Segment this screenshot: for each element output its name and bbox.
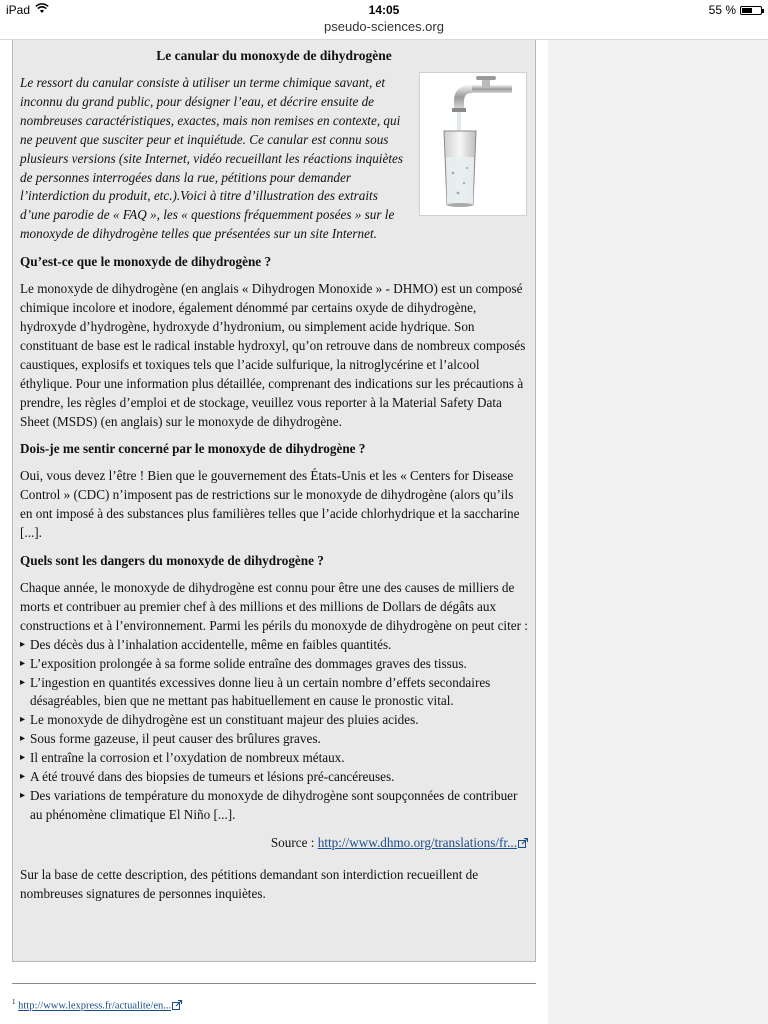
external-link-icon [172,1000,182,1013]
status-right [709,3,762,17]
section-heading-dangers: Quels sont les dangers du monoxyde de dihydrogène ? [20,553,324,569]
list-item: ▸ L’ingestion en quantités excessives donne lieu à un certain nombre d’effets secondaires désagréables, bien que ne mettant pas habituellement en cause le pronostic vital. [20,674,528,712]
conclusion-text: Sur la base de cette description, des pétitions demandant son interdiction recueillent de nombreuses signatures de personnes inquiètes. [20,866,479,901]
clock: 14:05 [368,3,400,17]
dangers-list [20,636,528,825]
footnote-link[interactable]: http://www.lexpress.fr/actualite/en... [18,1000,172,1012]
article-intro [20,74,528,244]
source-line [20,835,528,852]
footnote-number: 1 [12,998,16,1006]
list-item: ▸ Sous forme gazeuse, il peut causer des brûlures graves. [20,730,528,749]
footnote-divider [12,983,536,984]
source-label: Source : [270,834,315,850]
status-bar [0,0,768,20]
faucet-glass-image [419,72,527,216]
battery-fill [742,8,752,13]
section-text-dangers: Chaque année, le monoxyde de dihydrogène est connu pour être une des causes de milliers de morts et contribuer au premier chef à des millions et des millions de Dollars de dégâts aux constructions et à l’environnement. Parmi les périls du monoxyde de dihydrogène on peut citer : [20,580,528,633]
source-link[interactable]: http://www.dhmo.org/translations/fr... [317,834,517,850]
section-heading-concerned: Dois-je me sentir concerné par le monoxyde de dihydrogène ? [20,441,366,457]
list-item: ▸ A été trouvé dans des biopsies de tumeurs et lésions pré-cancéreuses. [20,768,528,787]
address-domain[interactable]: pseudo-sciences.org [324,19,444,34]
intro-text: Le ressort du canular consiste à utiliser un terme chimique savant, et inconnu du grand public, pour désigner l’eau, et décrire ensuite de nombreuses caractéristiques, exactes, mais non remises en contexte, qui ne peuvent que susciter peur et inquiétude. Ce canular est connu sous plusieurs versions (site Internet, vidéo recueillant les réactions inquiètes de personnes interrogées dans la rue, pétitions pour demander l’interdiction du produit, etc.).Voici à titre d’illustration des extraits d’une parodie de « FAQ », les « questions fréquemment posées » sur le monoxyde de dihydrogène telles que présentées sur un site Internet. [20,75,403,242]
battery-percent: 55 % [708,3,736,17]
address-bar[interactable] [0,18,768,38]
article-box [12,40,536,962]
section-heading-what: Qu’est-ce que le monoxyde de dihydrogène ? [20,254,272,270]
list-item: ▸ Le monoxyde de dihydrogène est un constituant majeur des pluies acides. [20,711,528,730]
list-item: ▸ L’exposition prolongée à sa forme solide entraîne des dommages graves des tissus. [20,655,528,674]
list-item: ▸ Des décès dus à l’inhalation accidentelle, même en faibles quantités. [20,636,528,655]
article-title: Le canular du monoxyde de dihydrogène [156,48,392,63]
footnote [12,998,182,1013]
list-item: ▸ Des variations de température du monoxyde de dihydrogène sont soupçonnées de contribuer au phénomène climatique El Niño [...]. [20,787,528,825]
device-label: iPad [6,3,31,17]
section-text-concerned: Oui, vous devez l’être ! Bien que le gouvernement des États-Unis et les « Centers for Disease Control » (CDC) n’imposent pas de restrictions sur le monoxyde de dihydrogène (alors qu’ils en ont imposé à des substances plus familières telles que l’acide chlorhydrique et la saccharine [...]. [20,468,520,541]
external-link-icon [518,836,528,852]
section-text-what: Le monoxyde de dihydrogène (en anglais « Dihydrogen Monoxide » - DHMO) est un composé chimique incolore et inodore, également dénommé par certains oxyde de dihydrogène, hydroxyde d’hydrogène, hydroxyde d’hydronium, ou simplement acide hydrique. Son constituant de base est le radical instable hydroxyl, qu’on retrouve dans de nombreux composés caustiques, explosifs et toxiques tels que l’acide sulfurique, la nitroglycérine et l’alcool éthylique. Pour une information plus détaillée, comprenant des indications sur les précautions à prendre, les règles d’emploi et de stockage, veuillez vous reporter à la Material Safety Data Sheet (MSDS) (en anglais) sur le monoxyde de dihydrogène. [20,281,526,429]
battery-icon [740,6,762,15]
right-side-panel [548,40,768,1024]
list-item: ▸ Il entraîne la corrosion et l’oxydation de nombreux métaux. [20,749,528,768]
